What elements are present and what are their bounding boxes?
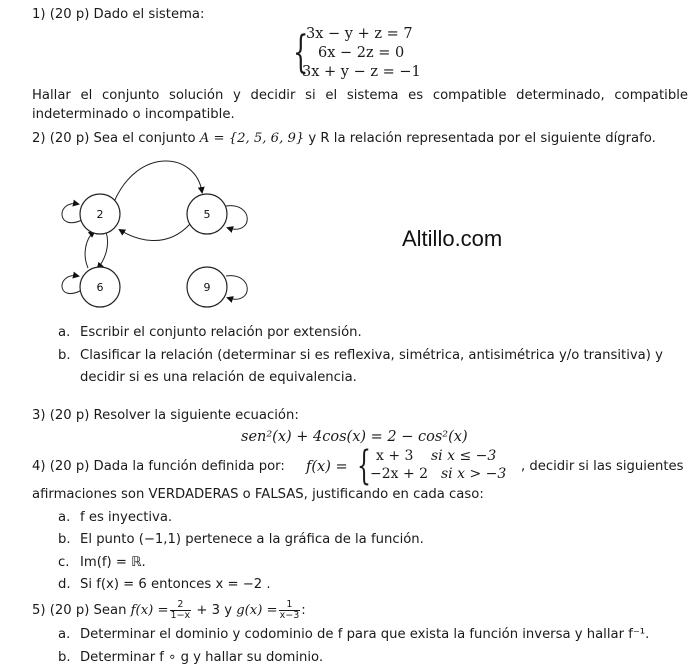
problem-4-item-a (58, 510, 172, 526)
item-text: El punto (−1,1) pertenece a la gráfica de la función. (80, 532, 424, 547)
node-5-label: 5 (203, 208, 211, 221)
digraph (50, 158, 270, 318)
watermark-brand: Altillo.com (402, 226, 503, 251)
item-text: Escribir el conjunto relación por extensión. (80, 325, 362, 340)
problem-2-item-b-line1 (58, 348, 663, 364)
problem-5-intro-text: 5) (20 p) Sean (32, 603, 131, 618)
edge-5-to-2 (120, 224, 190, 241)
g-numerator: 1 (279, 600, 301, 611)
item-label: b. (58, 532, 71, 547)
edge-2-to-5 (114, 161, 202, 202)
problem-4-item-b (58, 532, 424, 548)
item-text: Clasificar la relación (determinar si es reflexiva, simétrica, antisimétrica y/o transitiva) y (80, 348, 663, 363)
g-def: g(x) = (236, 603, 278, 618)
item-label: a. (58, 510, 71, 525)
system-equation-1: 3x − y + z = 7 (306, 26, 413, 42)
problem-2-intro (32, 131, 656, 147)
problem-4-item-d (58, 577, 271, 593)
item-label: b. (58, 348, 71, 363)
item-label: d. (58, 577, 71, 592)
problem-5-item-b (58, 650, 323, 666)
piece-1-cond: si x ≤ −3 (431, 448, 497, 464)
item-label: b. (58, 650, 71, 665)
f-numerator: 2 (170, 600, 192, 611)
function-f-def: f(x) = (306, 459, 348, 475)
problem-4-line2: afirmaciones son VERDADERAS o FALSAS, justificando en cada caso: (32, 487, 484, 502)
problem-2-intro-tail: y R la relación representada por el siguiente dígrafo. (304, 131, 656, 146)
item-text: Im(f) = ℝ. (80, 555, 146, 570)
f-denominator: 1−x (170, 609, 191, 621)
node-9-label: 9 (203, 281, 211, 294)
item-label: a. (58, 325, 71, 340)
f-fraction (170, 600, 192, 621)
problem-4-intro-tail: , decidir si las siguientes (521, 459, 684, 474)
node-2-label: 2 (96, 208, 104, 221)
system-equation-2: 6x − 2z = 0 (318, 45, 405, 61)
f-tail: + 3 y (192, 603, 237, 618)
problem-4-item-c (58, 555, 146, 571)
problem-3-header: 3) (20 p) Resolver la siguiente ecuación: (32, 408, 299, 423)
problem-2-intro-text: 2) (20 p) Sea el conjunto (32, 131, 200, 146)
system-brace: { (293, 27, 309, 78)
problem-3-equation: sen²(x) + 4cos(x) = 2 − cos²(x) (241, 429, 468, 445)
problem-4-intro: 4) (20 p) Dada la función definida por: (32, 459, 285, 474)
colon: : (301, 603, 306, 618)
g-denominator: x−3 (279, 609, 300, 621)
edge-6-to-2 (85, 232, 94, 268)
node-6-label: 6 (96, 281, 104, 294)
item-label: c. (58, 555, 70, 570)
problem-1-text: Hallar el conjunto solución y decidir si el sistema es compatible determinado, compatible indeterminado o incompatible. (32, 88, 688, 122)
item-text: Si f(x) = 6 entonces x = −2 . (80, 577, 271, 592)
g-fraction (279, 600, 301, 621)
item-label: a. (58, 627, 71, 642)
problem-2-item-b-line2: decidir si es una relación de equivalencia. (80, 370, 357, 385)
set-A: A = {2, 5, 6, 9} (199, 131, 305, 146)
problem-1-header: 1) (20 p) Dado el sistema: (32, 7, 205, 22)
loop-2 (62, 204, 82, 223)
f-def: f(x) = (130, 603, 169, 618)
edge-2-to-6 (98, 232, 108, 268)
problem-5-item-a (58, 627, 649, 643)
piece-1-expr: x + 3 (376, 448, 414, 464)
problem-2-item-a (58, 325, 362, 341)
piece-2-cond: si x > −3 (441, 466, 507, 482)
loop-5 (226, 206, 247, 230)
piece-2-expr: −2x + 2 (370, 466, 429, 482)
problem-5-intro (32, 599, 306, 623)
loop-6 (62, 276, 82, 294)
item-text: Determinar f ∘ g y hallar su dominio. (80, 650, 324, 665)
item-text: Determinar el dominio y codominio de f para que exista la función inversa y hallar f⁻¹. (80, 627, 650, 642)
loop-9 (226, 276, 247, 300)
piecewise-brace: { (357, 443, 371, 489)
item-text: f es inyectiva. (80, 510, 173, 525)
system-equation-3: 3x + y − z = −1 (302, 64, 421, 80)
